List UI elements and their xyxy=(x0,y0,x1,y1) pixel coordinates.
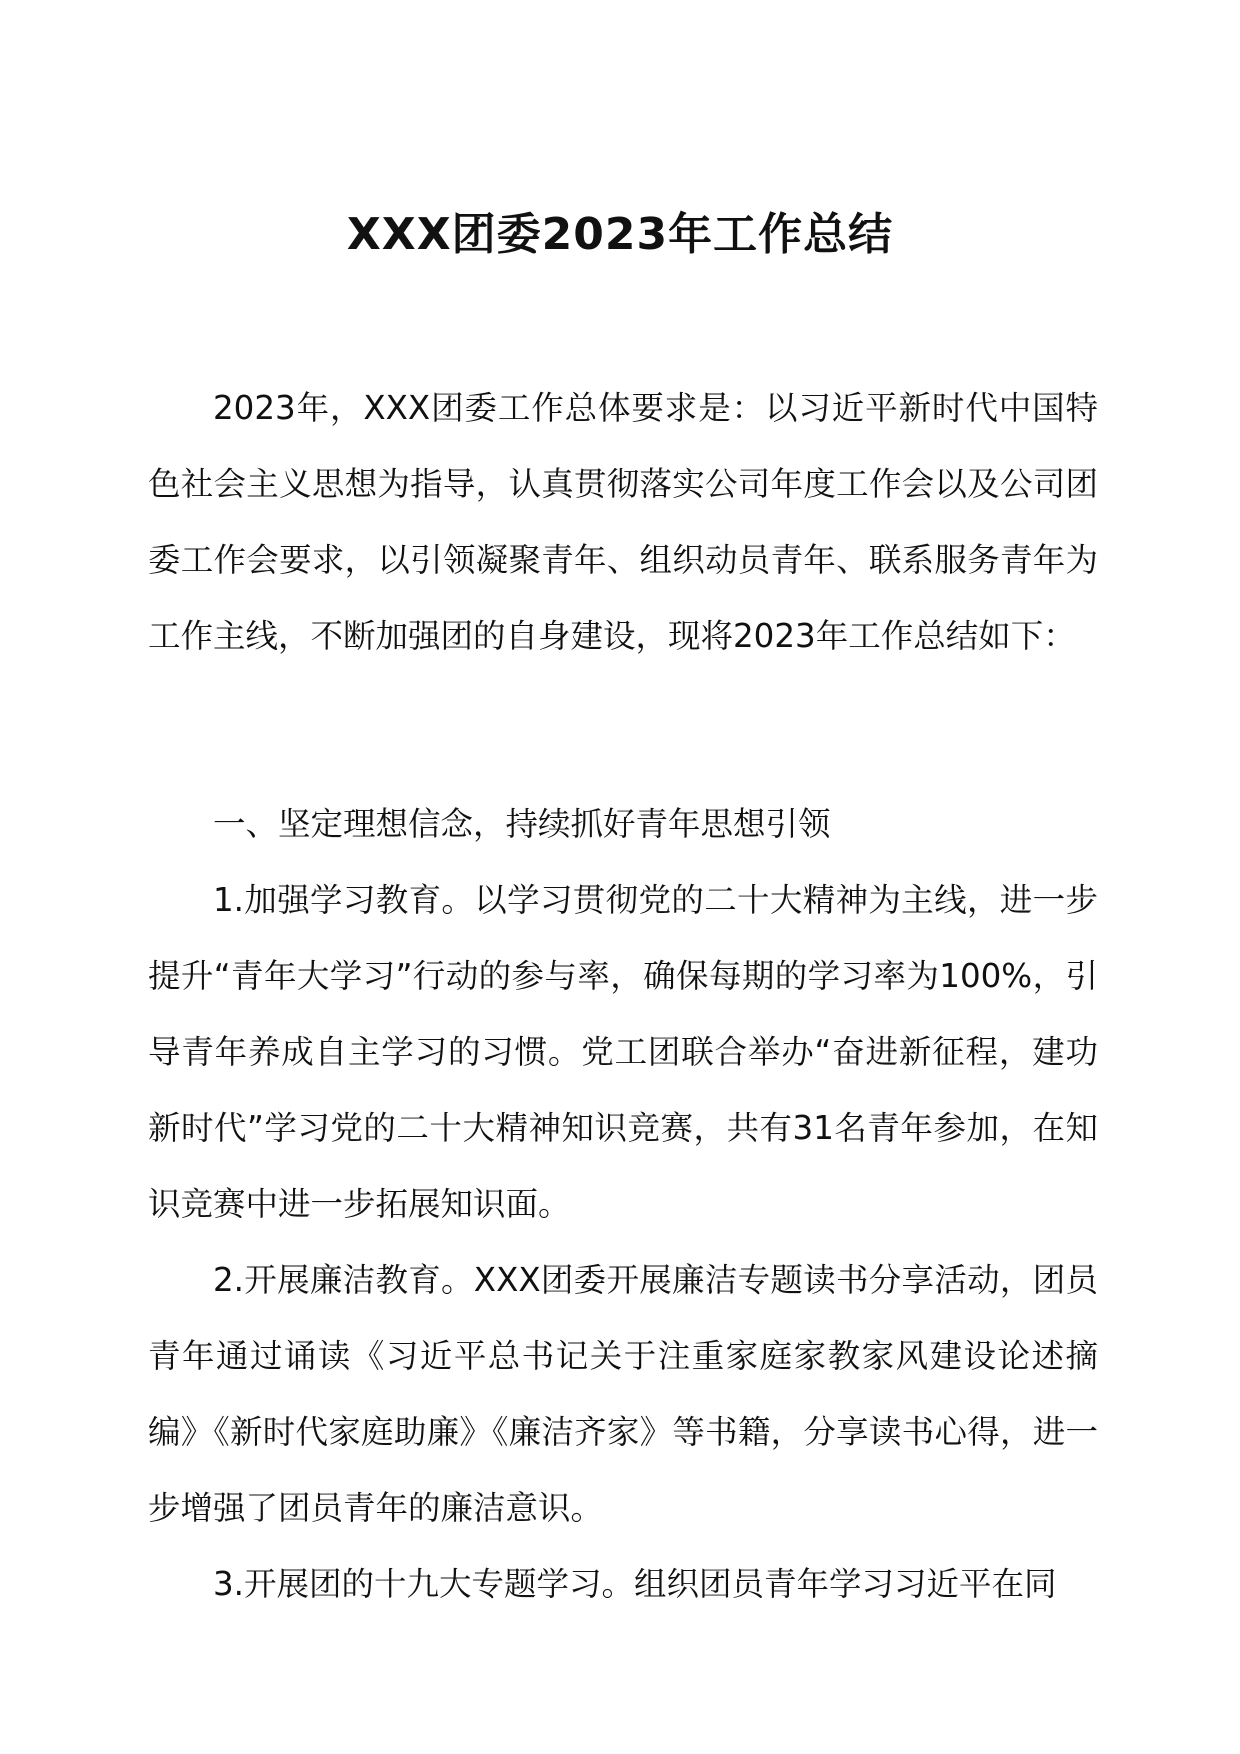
intro-paragraph: 2023年，XXX团委工作总体要求是：以习近平新时代中国特色社会主义思想为指导，认真贯彻落实公司年度工作会以及公司团委工作会要求，以引领凝聚青年、组织动员青年、联系服务青年为工作主线，不断加强团的自身建设，现将2023年工作总结如下： xyxy=(148,389,1098,655)
document-title: XXX团委2023年工作总结 xyxy=(346,209,894,260)
paragraph-item-3: 3.开展团的十九大专题学习。组织团员青年学习习近平在同 xyxy=(213,1565,1057,1603)
paragraph-item-2: 2.开展廉洁教育。XXX团委开展廉洁专题读书分享活动，团员青年通过诵读《习近平总书记关于注重家庭家教家风建设论述摘编》《新时代家庭助廉》《廉洁齐家》等书籍，分享读书心得，进一步增强了团员青年的廉洁意识。 xyxy=(148,1261,1098,1527)
section-heading-1: 一、坚定理想信念，持续抓好青年思想引领 xyxy=(213,805,831,843)
paragraph-item-1: 1.加强学习教育。以学习贯彻党的二十大精神为主线，进一步提升“青年大学习”行动的参与率，确保每期的学习率为100%，引导青年养成自主学习的习惯。党工团联合举办“奋进新征程，建功新时代”学习党的二十大精神知识竞赛，共有31名青年参加，在知识竞赛中进一步拓展知识面。 xyxy=(148,881,1098,1223)
